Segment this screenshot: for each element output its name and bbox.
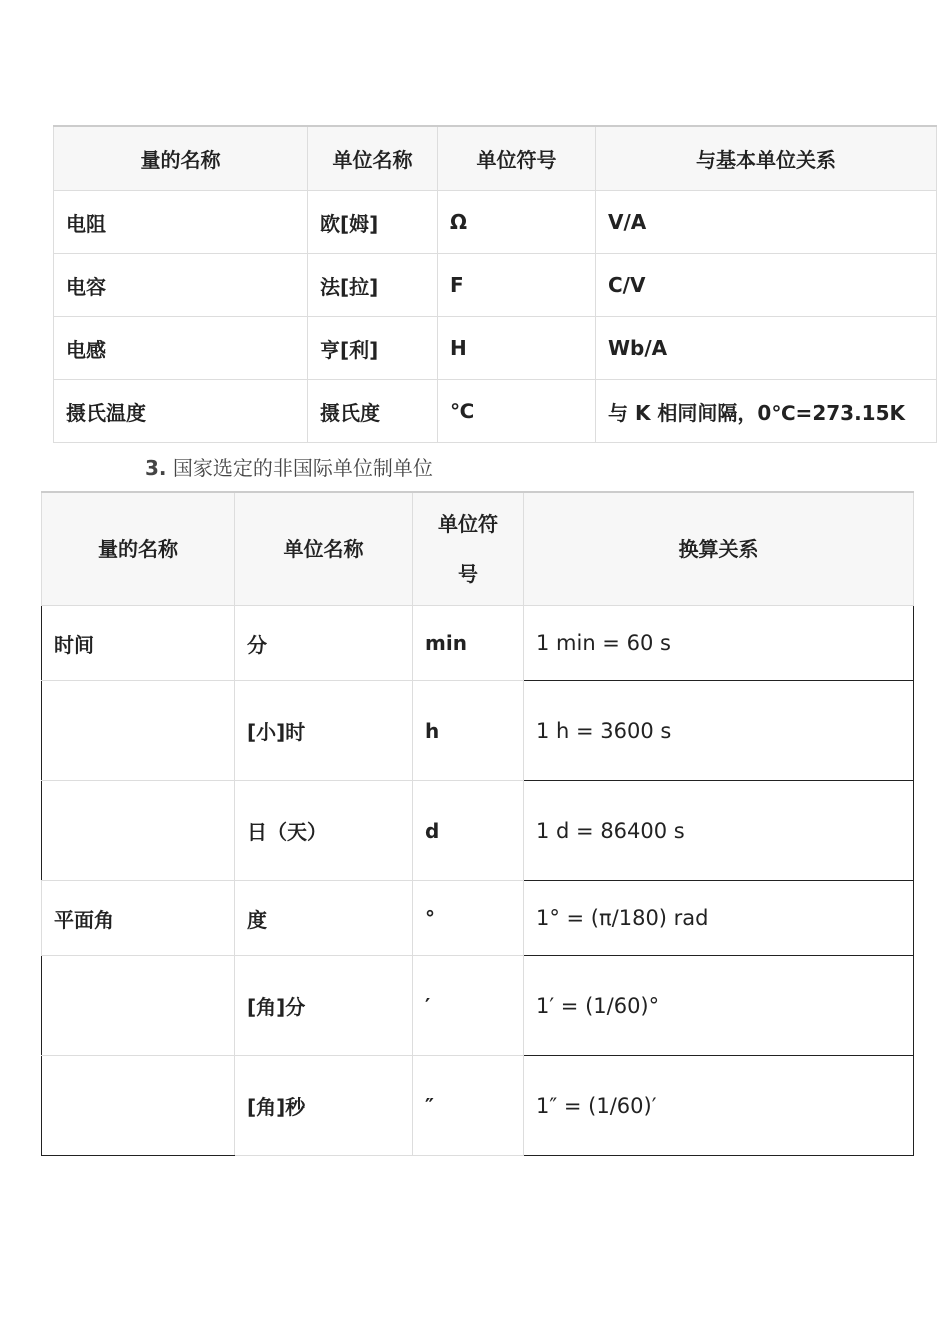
section-number: 3.	[145, 456, 167, 480]
cell-quantity: 电感	[54, 317, 308, 380]
table-row	[54, 191, 937, 254]
cell-quantity: 平面角	[42, 881, 235, 956]
cell-unit: 摄氏度	[308, 380, 438, 443]
cell-symbol: F	[438, 254, 596, 317]
cell-relation: Wb/A	[596, 317, 937, 380]
header-quantity-name: 量的名称	[54, 126, 308, 191]
table-row	[42, 1056, 914, 1156]
cell-unit: [角]分	[235, 956, 413, 1056]
cell-conversion: 1′ = (1/60)°	[524, 956, 914, 1056]
cell-unit: 度	[235, 881, 413, 956]
cell-symbol: H	[438, 317, 596, 380]
table-row	[54, 254, 937, 317]
header-quantity-name: 量的名称	[42, 492, 235, 606]
cell-unit: 亨[利]	[308, 317, 438, 380]
section-title: 国家选定的非国际单位制单位	[172, 456, 433, 480]
cell-conversion: 1 min = 60 s	[524, 606, 914, 681]
header-base-relation: 与基本单位关系	[596, 126, 937, 191]
cell-quantity	[42, 781, 235, 881]
cell-symbol: min	[413, 606, 524, 681]
cell-relation: C/V	[596, 254, 937, 317]
cell-unit: [角]秒	[235, 1056, 413, 1156]
units-table-non-si	[41, 491, 914, 1156]
cell-symbol: ℃	[438, 380, 596, 443]
cell-conversion: 1 h = 3600 s	[524, 681, 914, 781]
cell-relation: 与 K 相同间隔，0℃=273.15K	[596, 380, 937, 443]
cell-unit: 法[拉]	[308, 254, 438, 317]
units-table-derived	[53, 125, 937, 443]
table-row	[54, 380, 937, 443]
cell-unit: 日（天）	[235, 781, 413, 881]
cell-conversion: 1 d = 86400 s	[524, 781, 914, 881]
table-header-row	[54, 126, 937, 191]
cell-symbol: °	[413, 881, 524, 956]
table-row	[42, 781, 914, 881]
cell-relation: V/A	[596, 191, 937, 254]
cell-quantity: 电阻	[54, 191, 308, 254]
cell-symbol: ′	[413, 956, 524, 1056]
cell-quantity	[42, 956, 235, 1056]
header-unit-name: 单位名称	[235, 492, 413, 606]
cell-unit: [小]时	[235, 681, 413, 781]
header-unit-name: 单位名称	[308, 126, 438, 191]
table-row	[42, 606, 914, 681]
cell-symbol: h	[413, 681, 524, 781]
cell-symbol: ″	[413, 1056, 524, 1156]
section-heading	[145, 452, 433, 481]
cell-quantity: 时间	[42, 606, 235, 681]
cell-unit: 欧[姆]	[308, 191, 438, 254]
cell-symbol: Ω	[438, 191, 596, 254]
cell-symbol: d	[413, 781, 524, 881]
header-unit-symbol: 单位符号	[413, 492, 524, 606]
header-conversion: 换算关系	[524, 492, 914, 606]
cell-quantity: 电容	[54, 254, 308, 317]
table-row	[42, 881, 914, 956]
cell-quantity	[42, 1056, 235, 1156]
table-row	[42, 681, 914, 781]
cell-quantity	[42, 681, 235, 781]
cell-conversion: 1″ = (1/60)′	[524, 1056, 914, 1156]
cell-unit: 分	[235, 606, 413, 681]
cell-conversion: 1° = (π/180) rad	[524, 881, 914, 956]
table-header-row	[42, 492, 914, 606]
table-row	[42, 956, 914, 1056]
header-unit-symbol: 单位符号	[438, 126, 596, 191]
table-row	[54, 317, 937, 380]
cell-quantity: 摄氏温度	[54, 380, 308, 443]
